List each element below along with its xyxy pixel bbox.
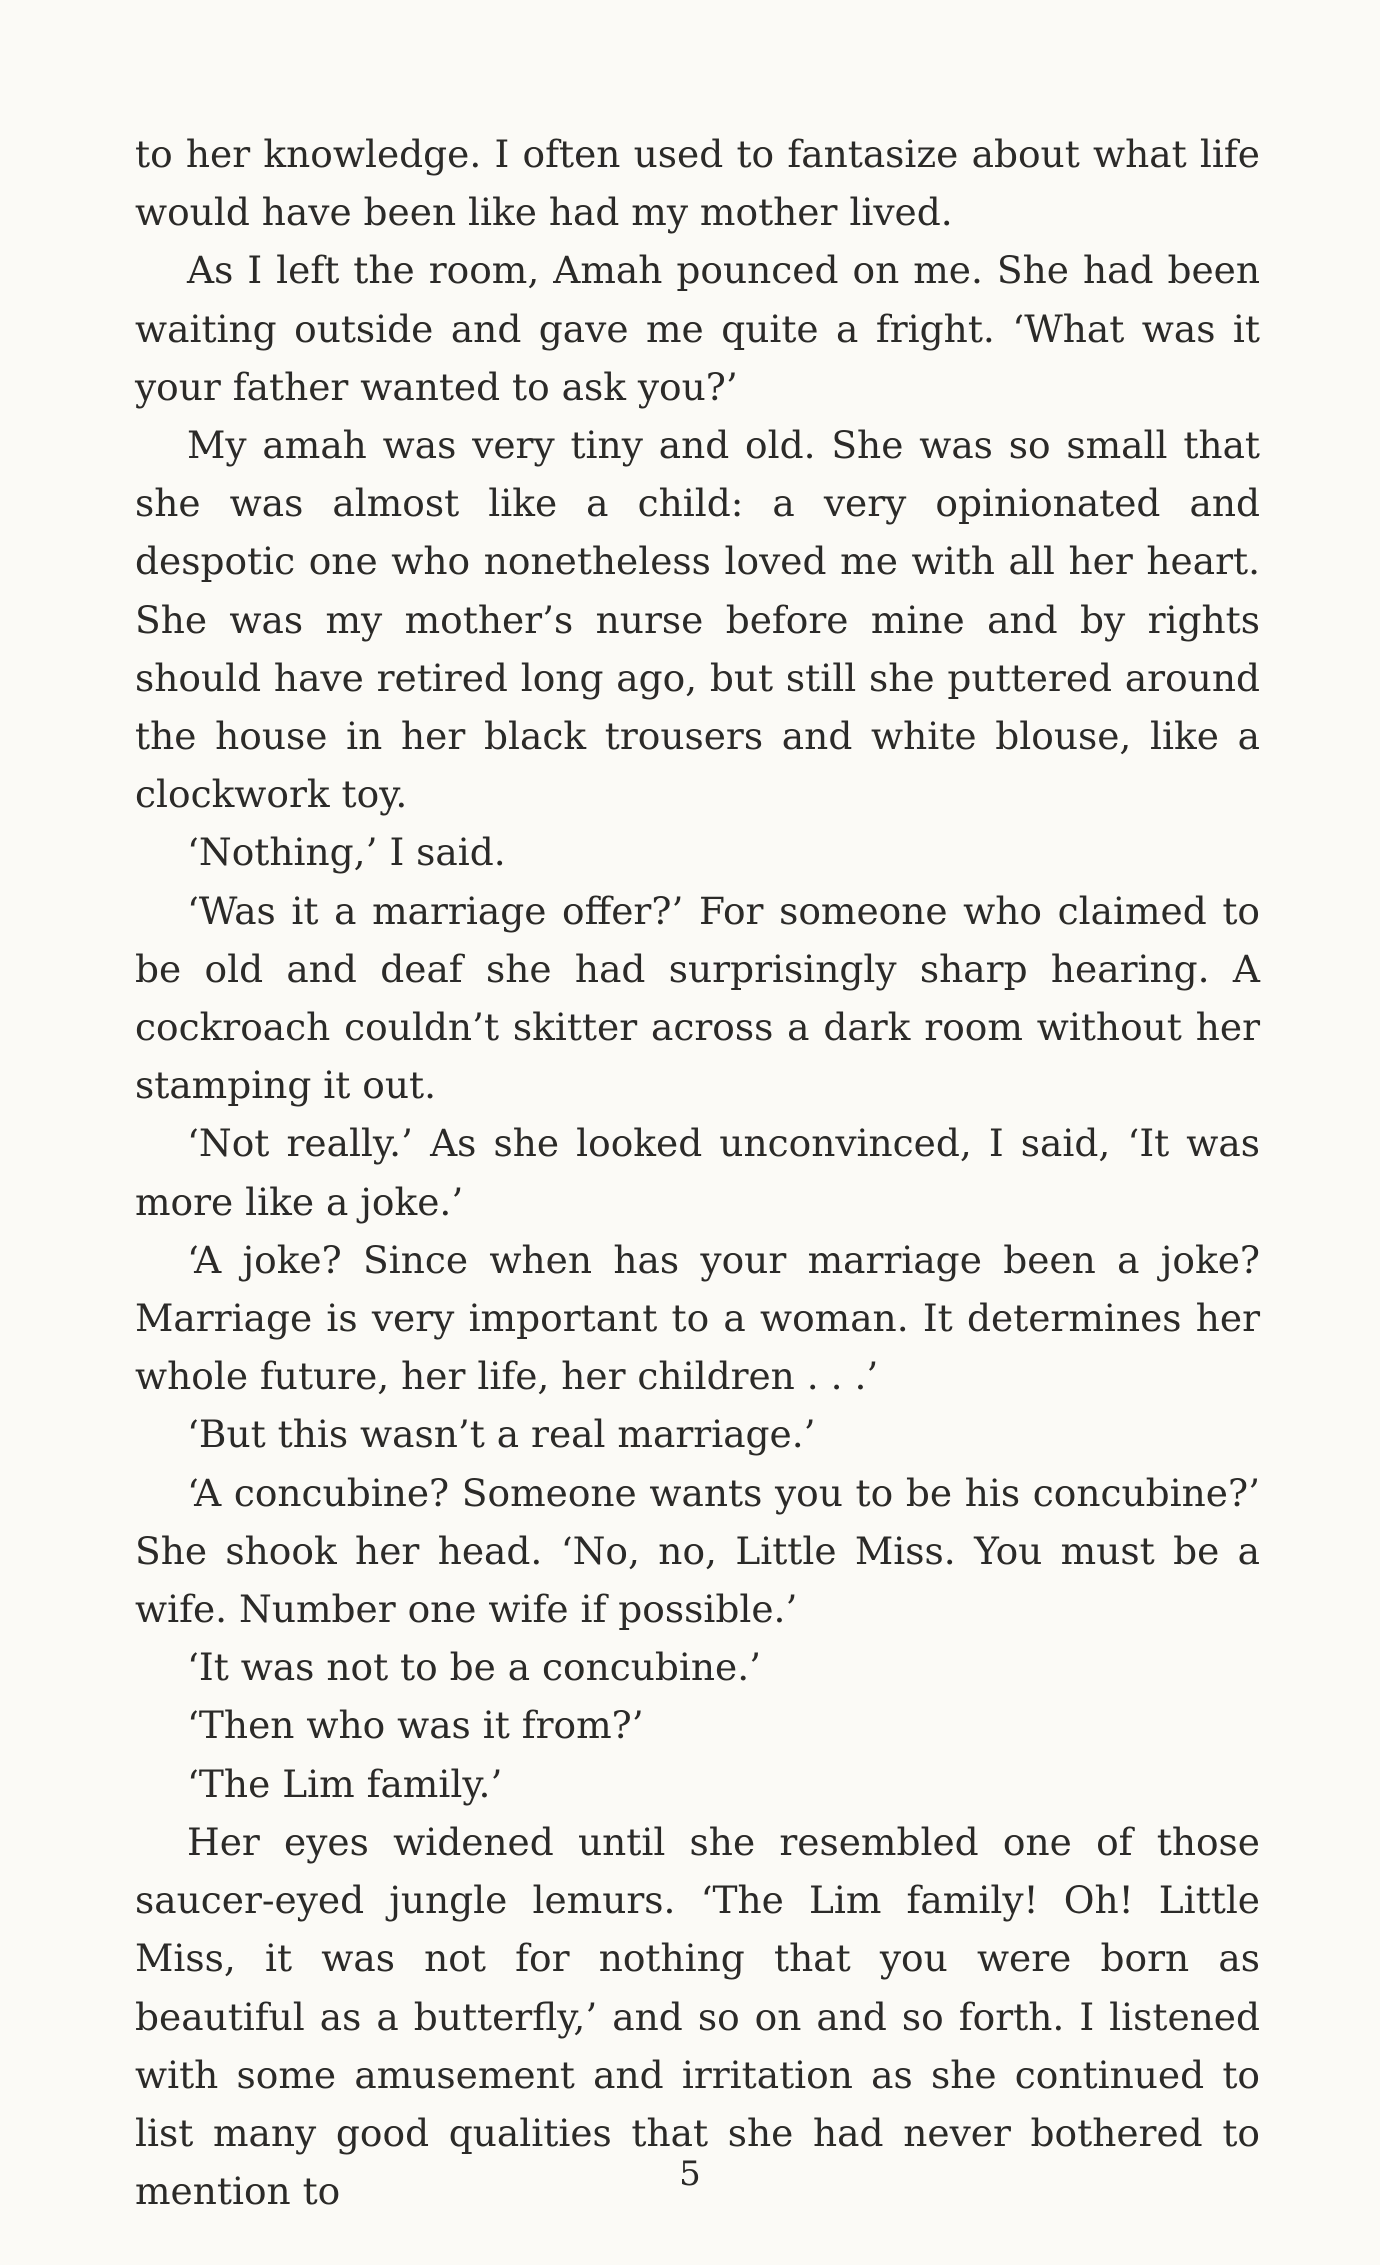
paragraph: ‘The Lim family.’ (187, 1761, 503, 1806)
paragraph: Her eyes widened until she resembled one of those saucer-eyed jungle lemurs. ‘The Lim family! Oh! Little Miss, it was not for nothing that you were born as beautiful as a butterfly,’ and so on and so forth. I listened with some amusement and irritation as she continued to list many good qualities that she had never bothered to mention to (135, 1819, 1260, 2214)
paragraph: ‘Then who was it from?’ (187, 1703, 644, 1748)
paragraph: My amah was very tiny and old. She was so small that she was almost like a child: a very opinionated and despotic one who nonetheless loved me with all her heart. She was my mother’s nurse before mine and by rights should have retired long ago, but still she puttered around the house in her black trousers and white blouse, like a clockwork toy. (135, 423, 1260, 817)
paragraph: ‘Was it a marriage offer?’ For someone who claimed to be old and deaf she had surprisingly sharp hearing. A cockroach couldn’t skitter across a dark room without her stamping it out. (135, 888, 1260, 1108)
paragraph: ‘Not really.’ As she looked unconvinced, I said, ‘It was more like a joke.’ (135, 1121, 1260, 1224)
page-number: 5 (679, 2154, 701, 2194)
paragraph: As I left the room, Amah pounced on me. She had been waiting outside and gave me quite a fright. ‘What was it your father wanted to ask you?’ (135, 248, 1260, 409)
paragraph: ‘But this wasn’t a real marriage.’ (187, 1412, 816, 1457)
paragraph: ‘A joke? Since when has your marriage been a joke? Marriage is very important to a woman. It determines her whole future, her life, her children . . .’ (135, 1237, 1260, 1399)
paragraph: ‘Nothing,’ I said. (187, 830, 506, 875)
body-text (135, 125, 1260, 2220)
paragraph: ‘It was not to be a concubine.’ (187, 1645, 762, 1690)
paragraph: to her knowledge. I often used to fantasize about what life would have been like had my mother lived. (135, 132, 1260, 235)
paragraph: ‘A concubine? Someone wants you to be his concubine?’ She shook her head. ‘No, no, Little Miss. You must be a wife. Number one wife if possible.’ (135, 1470, 1260, 1632)
